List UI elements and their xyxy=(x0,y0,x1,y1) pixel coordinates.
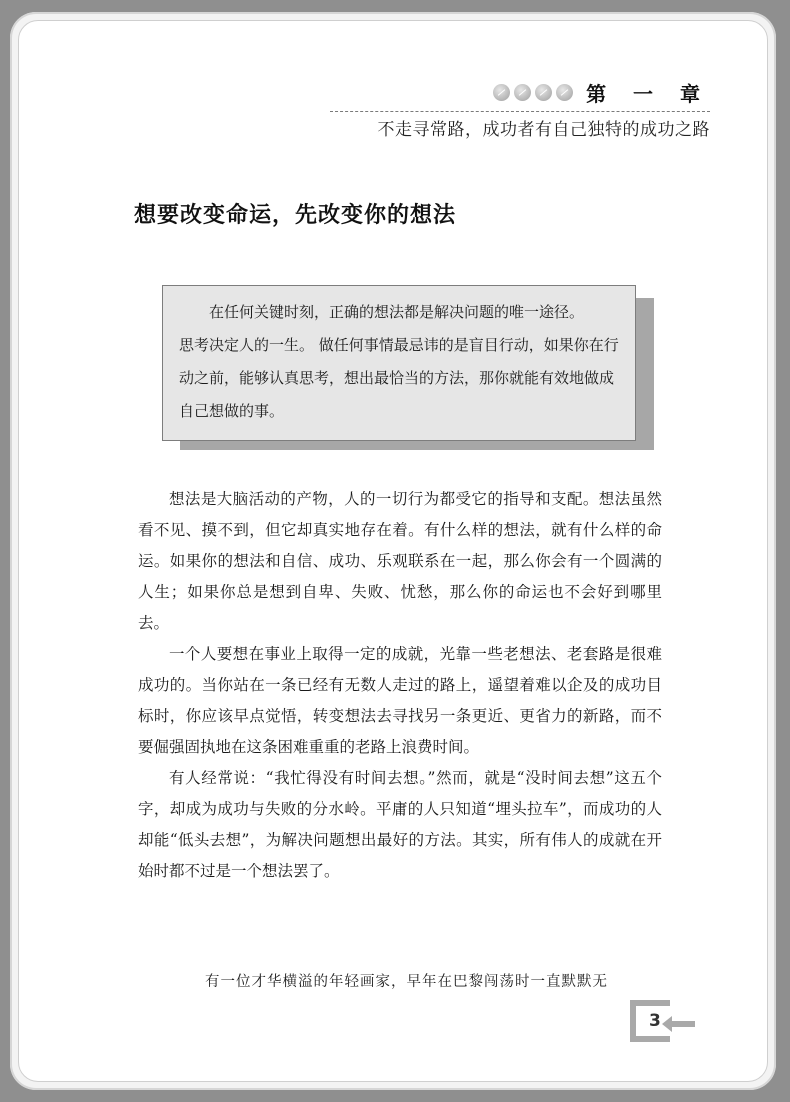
chapter-divider xyxy=(330,111,710,112)
leaf-icon xyxy=(493,84,510,101)
quote-paragraph: 思考决定人的一生。 做任何事情最忌讳的是盲目行动，如果你在行动之前，能够认真思考，想出最恰当的方法，那你就能有效地做成自己想做的事。 xyxy=(179,336,619,420)
leaf-icon xyxy=(514,84,531,101)
chapter-header xyxy=(330,78,710,140)
body-paragraph: 想法是大脑活动的产物，人的一切行为都受它的指导和支配。想法虽然看不见、摸不到，但它却真实地存在着。有什么样的想法，就有什么样的命运。如果你的想法和自信、成功、乐观联系在一起，那么你会有一个圆满的人生；如果你总是想到自卑、失败、忧愁，那么你的命运也不会好到哪里去。 xyxy=(138,490,662,632)
section-title: 想要改变命运，先改变你的想法 xyxy=(134,202,457,228)
leaf-icon xyxy=(556,84,573,101)
leaf-icon xyxy=(535,84,552,101)
body-paragraph: 一个人要想在事业上取得一定的成就，光靠一些老想法、老套路是很难成功的。当你站在一条已经有无数人走过的路上，遥望着难以企及的成功目标时，你应该早点觉悟，转变想法去寻找另一条更近、更省力的新路，而不要倔强固执地在这条困难重重的老路上浪费时间。 xyxy=(138,645,662,756)
chapter-subtitle: 不走寻常路，成功者有自己独特的成功之路 xyxy=(377,120,710,140)
arrow-left-icon xyxy=(662,1015,696,1033)
body-text xyxy=(138,484,662,887)
body-paragraph: 有人经常说：“我忙得没有时间去想。”然而，就是“没时间去想”这五个字，却成为成功与失败的分水岭。平庸的人只知道“埋头拉车”，而成功的人却能“低头去想”，为解决问题想出最好的方法。其实，所有伟人的成就在开始时都不过是一个想法罢了。 xyxy=(138,769,662,880)
leaf-icons xyxy=(493,84,573,101)
quote-paragraph: 在任何关键时刻，正确的想法都是解决问题的唯一途径。 xyxy=(209,303,585,321)
quote-box xyxy=(162,285,636,441)
continuation-teaser: 有一位才华横溢的年轻画家，早年在巴黎闯荡时一直默默无 xyxy=(205,974,608,990)
page-number: 3 xyxy=(649,1011,661,1031)
chapter-title: 第 一 章 xyxy=(586,82,710,106)
